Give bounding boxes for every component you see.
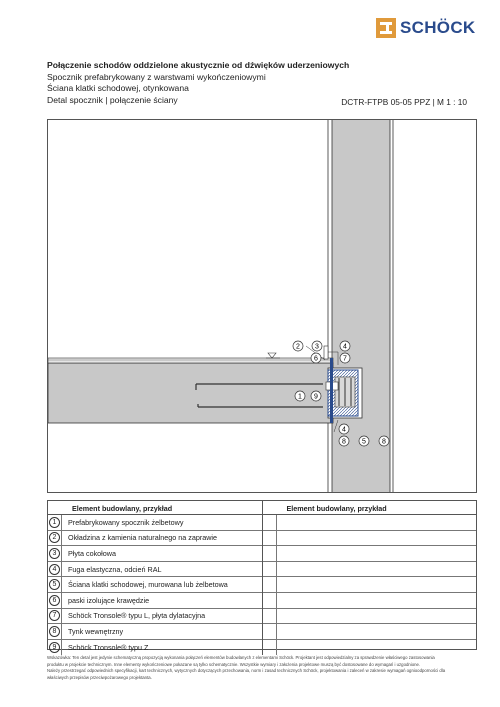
landing-slab: [48, 363, 333, 423]
legend-label: Fuga elastyczna, odcień RAL: [68, 564, 162, 574]
level-marker: [268, 353, 276, 358]
legend-num: 8: [49, 626, 60, 637]
footer-line-2: produktu w projekcie technicznym. Inne elementy wykończeniowe pokazane są tylko schematycznie. Wszystkie wymiary i założenia projektowe muszą być dostosowane do wymagań i uzgodnione.: [47, 661, 421, 667]
title-line-2: Spocznik prefabrykowany z warstwami wykończeniowymi: [47, 71, 266, 82]
legend-label: Płyta cokołowa: [68, 548, 116, 558]
skirting-board: [324, 346, 328, 359]
legend-num: 4: [49, 564, 60, 575]
svg-text:3: 3: [315, 343, 319, 351]
schock-logo: [376, 18, 475, 38]
legend-row: [48, 546, 262, 562]
legend-row: [48, 515, 262, 531]
title-line-1: Połączenie schodów oddzielone akustycznie od dźwięków uderzeniowych: [47, 60, 350, 70]
marker-7: [340, 353, 350, 363]
marker-5: [359, 436, 369, 446]
legend-row-empty: [263, 577, 477, 593]
legend-label: paski izolujące krawędzie: [68, 595, 150, 605]
svg-text:9: 9: [314, 393, 318, 401]
legend-row-empty: [263, 624, 477, 640]
legend-row-empty: [263, 546, 477, 562]
legend-column-right: [262, 515, 477, 655]
legend-num: 1: [49, 517, 60, 528]
legend-row-empty: [263, 515, 477, 531]
marker-8-left: [339, 436, 349, 446]
legend-row: [48, 562, 262, 578]
legend-row: [48, 593, 262, 609]
schock-logo-mark: [376, 18, 396, 38]
svg-text:1: 1: [298, 393, 302, 401]
marker-4-top: [340, 341, 350, 351]
legend-row: [48, 640, 262, 656]
legend-header-right: Element budowlany, przykład: [262, 501, 477, 514]
svg-text:4: 4: [343, 343, 347, 351]
legend-row: [48, 531, 262, 547]
legend-row: [48, 624, 262, 640]
legend-column-left: [48, 515, 262, 655]
footer-line-4: właściwych przepisów przeciwpożarowego projektanta.: [47, 674, 152, 680]
marker-2: [293, 341, 303, 351]
legend-label: Schöck Tronsole® typu Z: [68, 643, 149, 653]
legend-header-left: Element budowlany, przykład: [72, 504, 173, 513]
svg-text:8: 8: [342, 438, 346, 446]
svg-text:7: 7: [343, 355, 347, 363]
footer-line-3: Należy przestrzegać odpowiednich specyfikacji, kart technicznych, wytycznych dotyczących przechowania, norm i zasad technicznych Schöck, projektowania i zaleceń w zakresie wymagań ognioodporności dla: [47, 668, 446, 674]
legend-row: [48, 609, 262, 625]
legend-label: Schöck Tronsole® typu L, płyta dylatacyjna: [68, 611, 206, 621]
legend-num: 3: [49, 548, 60, 559]
legend-num: 2: [49, 532, 60, 543]
legend-row-empty: [263, 562, 477, 578]
legend-row-empty: [263, 531, 477, 547]
legend-num: 5: [49, 579, 60, 590]
svg-text:8: 8: [382, 438, 386, 446]
legend-row-empty: [263, 609, 477, 625]
legend-row-empty: [263, 640, 477, 656]
legend-num: 9: [49, 642, 60, 653]
legend-label: Okładzina z kamienia naturalnego na zaprawie: [68, 533, 218, 543]
legend-label: Tynk wewnętrzny: [68, 626, 124, 636]
detail-drawing-frame: [47, 119, 477, 493]
brand-name: SCHÖCK: [400, 18, 476, 37]
legend-num: 6: [49, 595, 60, 606]
detail-drawing: [48, 120, 477, 493]
title-line-3: Ściana klatki schodowej, otynkowana: [47, 83, 189, 93]
legend-table: [47, 500, 477, 653]
svg-text:4: 4: [342, 426, 346, 434]
legend-row-empty: [263, 593, 477, 609]
marker-8-right: [379, 436, 389, 446]
stone-cladding: [48, 355, 333, 363]
svg-text:2: 2: [296, 343, 300, 351]
legend-header: [48, 501, 476, 515]
legend-label: Prefabrykowany spocznik żelbetowy: [68, 517, 184, 527]
disclaimer-footer: [47, 655, 477, 681]
marker-6: [311, 353, 321, 363]
tronsole-l-strip: [330, 358, 333, 423]
legend-label: Ściana klatki schodowej, murowana lub żelbetowa: [68, 580, 228, 590]
marker-9: [311, 391, 321, 401]
drawing-code: DCTR-FTPB 05-05 PPZ | M 1 : 10: [341, 97, 467, 107]
marker-1: [295, 391, 305, 401]
svg-text:5: 5: [362, 438, 366, 446]
marker-3: [312, 341, 322, 351]
legend-num: 7: [49, 610, 60, 621]
legend-row: [48, 577, 262, 593]
marker-4-lower: [339, 424, 349, 434]
title-line-4: Detal spocznik | połączenie ściany: [47, 94, 178, 105]
footer-line-1: Wskazówka: Ten detal jest jedynie schematyczną propozycją wykonania połączeń elementów budowlanych z elementami Schöck. Projektant jest odpowiedzialny za sprawdzenie właściwego zastosowania: [47, 655, 435, 660]
svg-text:6: 6: [314, 355, 318, 363]
